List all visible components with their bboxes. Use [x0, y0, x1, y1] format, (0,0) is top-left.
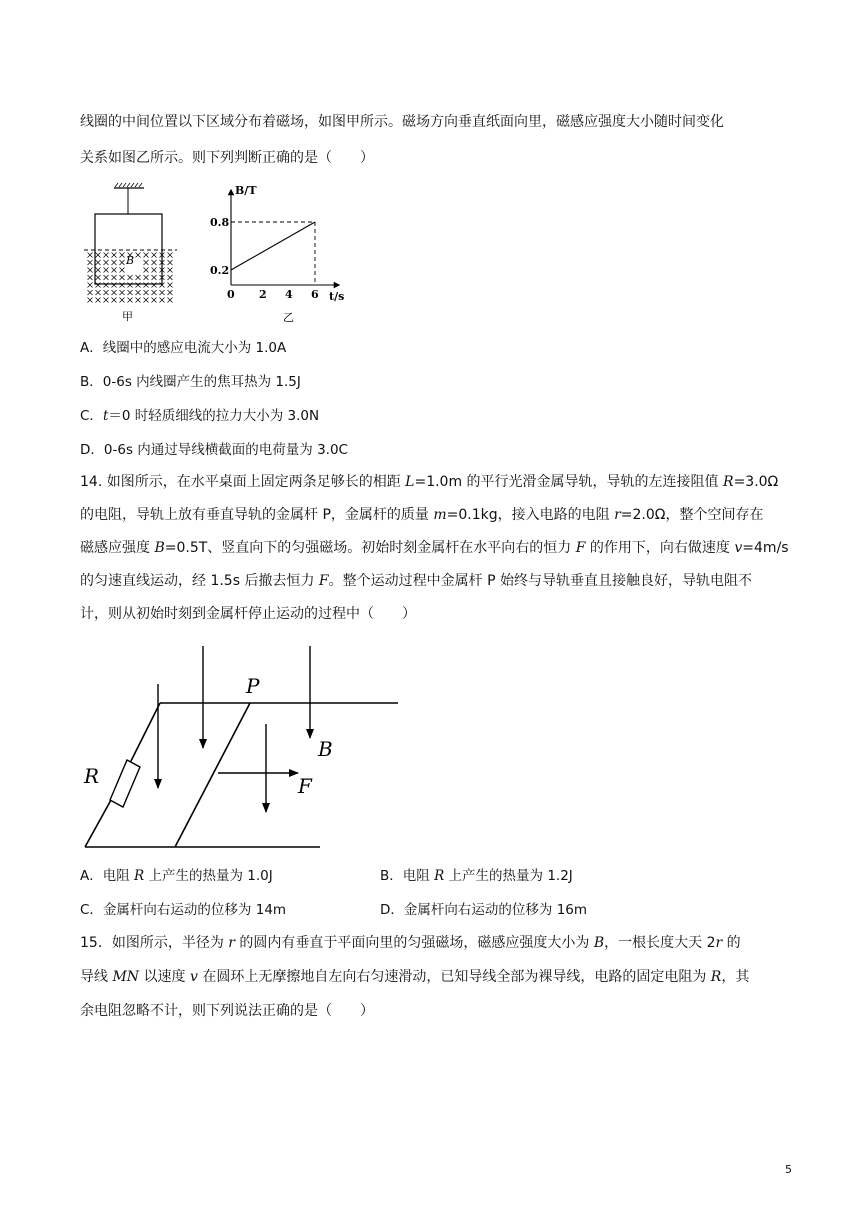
q14-label-b: B	[318, 737, 333, 761]
q14-option-d	[380, 900, 587, 920]
q13-text-line2: 关系如图乙所示。则下列判断正确的是（ ）	[80, 150, 374, 166]
q14-rod-p	[175, 703, 250, 847]
q15-l1-a: 15．如图所示，半径为	[80, 935, 229, 951]
q14-l1-b: =1.0m 的平行光滑金属导轨，导轨的左连接阻值	[414, 474, 724, 490]
q14-option-d-text: 金属杆向右运动的位移为 16m	[403, 902, 588, 918]
q14-label-r: R	[84, 764, 100, 788]
q13-option-d	[80, 440, 348, 460]
q15-l1-var-r: r	[228, 935, 235, 951]
q14-l1-a: 14. 如图所示，在水平桌面上固定两条足够长的相距	[80, 474, 406, 490]
q14-label-f: F	[298, 774, 312, 798]
q15-text-line1	[80, 933, 741, 953]
q13-option-c-var: t	[102, 408, 109, 424]
q15-l2-d: ，其	[721, 969, 750, 985]
q13-yi-data-line	[231, 222, 315, 270]
q15-l1-b: 的圆内有垂直于平面向里的匀强磁场，磁感应强度大小为	[234, 935, 594, 951]
q13-yi-ytick-02: 0.2	[210, 264, 230, 277]
q15-l2-a: 导线	[80, 969, 113, 985]
q13-figure-jia-caption: 甲	[122, 310, 133, 322]
q13-yi-xtick-6: 6	[311, 288, 319, 301]
q14-text-line2	[80, 505, 763, 525]
q14-option-a-text1: 电阻	[102, 868, 135, 884]
q14-label-p: P	[246, 674, 260, 698]
q14-l2-c: =2.0Ω，整个空间存在	[620, 507, 764, 523]
q14-l1-var-l: L	[405, 474, 415, 490]
q13-text-line1: 线圈的中间位置以下区域分布着磁场，如图甲所示。磁场方向垂直纸面向里，磁感应强度大小随时间变化	[80, 114, 724, 130]
q13-yi-ylabel: B/T	[235, 184, 257, 197]
q15-l2-var-r: R	[710, 969, 722, 985]
q14-option-c	[80, 900, 286, 920]
q13-option-c-letter: C．	[80, 408, 103, 424]
q14-option-b-text1: 电阻	[402, 868, 435, 884]
q13-option-b-letter: B．	[80, 374, 103, 390]
q14-l1-var-r: R	[723, 474, 734, 490]
q13-option-a	[80, 338, 286, 358]
q14-text-line4	[80, 571, 752, 591]
q14-option-a-var: R	[134, 868, 145, 884]
q14-option-d-letter: D．	[380, 902, 404, 918]
q14-l4-var-f: F	[318, 573, 329, 589]
q14-text-line5: 计，则从初始时刻到金属杆停止运动的过程中（ ）	[80, 606, 416, 622]
q13-figure-yi	[205, 180, 365, 325]
q14-option-b-letter: B．	[380, 868, 403, 884]
q15-l2-c: 在圆环上无摩擦地自左向右匀速滑动，已知导线全部为裸导线，电路的固定电阻为	[197, 969, 711, 985]
q15-l2-var-mn: MN	[112, 969, 140, 985]
q13-yi-ytick-08: 0.8	[210, 216, 230, 229]
q13-option-c-text: ＝0 时轻质细线的拉力大小为 3.0N	[108, 408, 320, 424]
page-number: 5	[785, 1163, 792, 1176]
q15-l1-var-r2: r	[715, 935, 723, 951]
q14-option-c-text: 金属杆向右运动的位移为 14m	[102, 902, 287, 918]
q13-option-a-text: 线圈中的感应电流大小为 1.0A	[102, 340, 287, 356]
q15-text-line2	[80, 967, 749, 987]
q14-l3-c: 的作用下，向右做速度	[585, 540, 735, 556]
q14-option-a	[80, 866, 273, 886]
q13-yi-xtick-0: 0	[227, 288, 235, 301]
q15-l1-d: 的	[722, 935, 741, 951]
q14-l1-c: =3.0Ω	[733, 474, 779, 490]
q13-figure-jia	[82, 182, 182, 322]
q14-l3-b: =0.5T、竖直向下的匀强磁场。初始时刻金属杆在水平向右的恒力	[164, 540, 576, 556]
q13-yi-xtick-4: 4	[285, 288, 293, 301]
q14-l3-var-v: v	[734, 540, 743, 556]
q14-l3-var-b: B	[154, 540, 165, 556]
q14-l2-b: =0.1kg，接入电路的电阻	[446, 507, 615, 523]
q14-option-b	[380, 866, 573, 886]
q14-l3-a: 磁感应强度	[80, 540, 155, 556]
q14-l2-var-m: m	[433, 507, 447, 523]
q13-option-b-text: 0-6s 内线圈产生的焦耳热为 1.5J	[102, 374, 301, 390]
q14-figure	[70, 640, 410, 855]
q14-text-line3	[80, 538, 789, 558]
q13-figure-yi-caption: 乙	[283, 311, 294, 324]
q15-l1-var-b: B	[593, 935, 605, 951]
q14-l2-var-r: r	[614, 507, 621, 523]
q14-l3-var-f: F	[575, 540, 586, 556]
q14-option-b-text2: 上产生的热量为 1.2J	[444, 868, 573, 884]
q14-l3-d: =4m/s	[742, 540, 789, 556]
q14-option-b-var: R	[434, 868, 445, 884]
q14-option-c-letter: C．	[80, 902, 103, 918]
q14-option-a-letter: A．	[80, 868, 103, 884]
q15-l1-c: ，一根长度大天 2	[604, 935, 716, 951]
q14-text-line1	[80, 472, 778, 492]
q13-option-c	[80, 406, 319, 426]
q15-l2-b: 以速度	[139, 969, 190, 985]
q13-option-d-text: 0-6s 内通过导线横截面的电荷量为 3.0C	[103, 442, 348, 458]
q14-l2-a: 的电阻，导轨上放有垂直导轨的金属杆 P，金属杆的质量	[80, 507, 434, 523]
q13-option-d-letter: D．	[80, 442, 104, 458]
q13-figure-jia-b-label: B	[126, 254, 135, 267]
q13-yi-xlabel: t/s	[329, 290, 345, 303]
q13-yi-xtick-2: 2	[259, 288, 267, 301]
q14-l4-b: 。整个运动过程中金属杆 P 始终与导轨垂直且接触良好，导轨电阻不	[328, 573, 752, 589]
q15-l2-var-v: v	[189, 969, 198, 985]
q14-option-a-text2: 上产生的热量为 1.0J	[144, 868, 273, 884]
q13-option-b	[80, 372, 301, 392]
q15-text-line3: 余电阻忽略不计，则下列说法正确的是（ ）	[80, 1003, 374, 1019]
q13-option-a-letter: A．	[80, 340, 103, 356]
q14-l4-a: 的匀速直线运动，经 1.5s 后撤去恒力	[80, 573, 319, 589]
